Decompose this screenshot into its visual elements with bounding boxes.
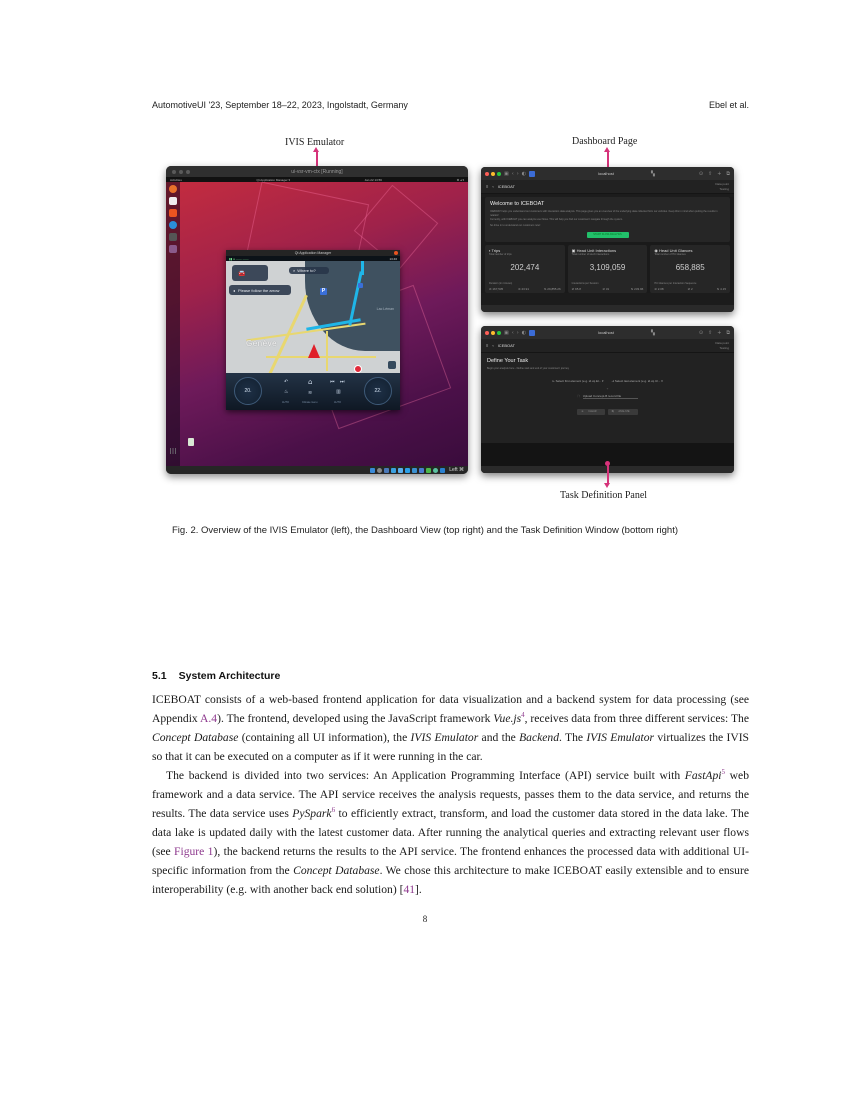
card-title: Trips [491, 248, 501, 253]
where-to-search[interactable] [289, 267, 329, 274]
card-title: Head Unit Glances [658, 248, 693, 253]
activities-button[interactable]: Activities [170, 177, 182, 182]
paragraph-1: ICEBOAT consists of a web-based frontend application for data visualization and a backend system for data processing (see Appendix A.4). The frontend, developed using the JavaScript framework Vue.js$^4$, receives data from three different services: The Concept Database (containing all UI information), the IVIS Emulator and the Backend. The IVIS Emulator virtualizes the IVIS so that it can be executed on a computer as if it were running in the car. [152, 693, 749, 763]
city-label: Genève [246, 339, 278, 348]
start-flag-icon: ⇤ [552, 379, 556, 383]
display-icon[interactable] [412, 468, 417, 473]
card-sub-label: Interactions per Session [571, 282, 599, 285]
recording-icon[interactable] [419, 468, 424, 473]
clear-button[interactable]: ⊗ CLEAR [577, 409, 604, 415]
app-name: ICEBOAT [497, 184, 515, 189]
trash-icon[interactable] [188, 438, 194, 446]
browser-footer [481, 305, 734, 312]
std-icon: ⇅ [716, 287, 721, 291]
firefox-icon[interactable] [169, 185, 177, 193]
chevron-left-icon[interactable]: ‹ [492, 184, 494, 189]
upload-field[interactable] [481, 394, 734, 399]
network-icon[interactable] [391, 468, 396, 473]
where-to-label: Where to? [297, 268, 316, 273]
home-icon[interactable]: ⌂ [308, 378, 313, 386]
instruction-text: Please follow the arrow [238, 287, 280, 293]
median-stat: ⊘ 31 [602, 287, 610, 291]
status-info: ▮▮ ● —— —— [229, 256, 249, 261]
running-head [152, 100, 749, 110]
active-app-icon[interactable] [169, 245, 177, 253]
head-unit-glances-card [650, 245, 730, 293]
menu-icon[interactable]: ≡ [486, 343, 489, 348]
plus-icon[interactable]: + [606, 387, 609, 391]
left-temp-value: 20. [244, 388, 252, 394]
lake-label: Lac Léman [376, 307, 394, 311]
element-selectors [481, 379, 734, 383]
vm-titlebar [166, 166, 468, 177]
arrow-task [607, 464, 609, 484]
hdd-icon[interactable] [370, 468, 375, 473]
ubuntu-desktop [166, 182, 468, 466]
paragraph-2: The backend is divided into two services: An Application Programming Interface (API) service built with FastApi$^5$ web framework and a data service. The API service receives the analysis requests, passes them to the data service, and returns the results. The data service uses PySpark$^6$ to efficiently extract, transform, and load the customer data stored in the data lake. The data lake is updated daily with the latest customer data. After running the analytical queries and extracting relevant user flows (see Figure 1), the backend returns the results to the API service. The frontend enhances the processed data with additional UI-specific information from the Concept Database. We chose this architecture to make ICEBOAT easily extensible and to ensure interoperability (e.g. with another back end solution) [41]. [152, 768, 749, 896]
mouse-integration-icon[interactable] [440, 468, 445, 473]
tab-overview-icon[interactable]: ⧉ [726, 170, 730, 177]
label-task-definition-panel: Task Definition Panel [560, 490, 648, 501]
navigation-map[interactable] [226, 261, 400, 373]
ubuntu-dock [166, 182, 180, 466]
window-controls[interactable] [485, 172, 501, 176]
task-browser-window [481, 326, 734, 473]
search-icon: ⌕ [293, 268, 296, 273]
speaker-icon: ◂ [233, 287, 236, 293]
env-value: Testing [719, 187, 729, 191]
task-subtitle: Begin your analysis here - Define start and end of your customers' journey [487, 367, 570, 370]
trips-icon: ▪ [489, 248, 492, 253]
media-next-icon[interactable]: ⏭ [340, 379, 345, 385]
running-head-venue: AutomotiveUI '23, September 18–22, 2023, Ingolstadt, Germany [152, 100, 408, 110]
mean-stat: ⊘ 2.08 [654, 287, 664, 291]
topbar-app-menu[interactable]: Qt Application Manager ▾ [256, 177, 290, 182]
parking-pin[interactable]: P [321, 288, 326, 294]
mean-icon: ⊘ [489, 287, 493, 291]
mean-icon: ⊘ [654, 287, 658, 291]
new-tab-icon[interactable]: + [717, 329, 722, 336]
mean-stat: ⊘ 95.8 [571, 287, 581, 291]
menu-icon[interactable]: ≡ [486, 184, 489, 189]
upload-label: Upload Concept-B record file [582, 394, 622, 398]
right-auto-label[interactable]: AUTO [334, 401, 341, 404]
vm-statusbar [166, 466, 468, 474]
audio-icon[interactable] [384, 468, 389, 473]
card-sub-label: HU Glances per Interaction Sequence [654, 282, 697, 285]
welcome-title: Welcome to ICEBOAT [490, 201, 545, 207]
card-subtitle: Total number of touch interactions [571, 253, 610, 256]
address-bar[interactable]: localhost [598, 171, 614, 176]
card-value: 3,109,059 [589, 263, 626, 272]
share-icon[interactable]: ⇪ [708, 329, 713, 336]
footnote-5-link[interactable]: 5 [721, 768, 726, 776]
welcome-panel [485, 197, 730, 242]
left-temp-dial[interactable] [234, 377, 262, 405]
navigation-arrow-icon [308, 344, 320, 358]
median-icon: ⊘ [687, 287, 692, 291]
citation-41-link[interactable]: 41 [403, 883, 416, 896]
std-icon: ⇅ [630, 287, 635, 291]
topbar-clock[interactable]: Jan 22 13:56 [364, 177, 382, 182]
std-stat: ⇅ 29,855.26 [543, 287, 561, 291]
median-stat: ⊘ 23.91 [518, 287, 530, 291]
host-key-label: Left ⌘ [449, 467, 464, 473]
downloads-icon[interactable]: ⊙ [698, 170, 704, 177]
card-sub-label: Duration (in minutes) [489, 282, 513, 285]
median-icon: ⊘ [602, 287, 606, 291]
help-icon[interactable] [169, 221, 177, 229]
section-number: 5.1 [152, 670, 167, 682]
close-icon[interactable] [394, 251, 398, 255]
address-bar[interactable]: localhost [598, 330, 614, 335]
figure-caption: Fig. 2. Overview of the IVIS Emulator (left), the Dashboard View (top right) and the Task Definition Window (bottom right) [171, 525, 678, 536]
card-stats [654, 287, 726, 291]
instruction-banner[interactable] [229, 285, 291, 295]
browser-toolbar [481, 167, 734, 180]
footnote-6-link[interactable]: 6 [331, 806, 336, 814]
task-actions [481, 409, 734, 415]
route-marker [358, 283, 363, 288]
tabs-icon[interactable]: ▚ [651, 170, 655, 177]
std-stat: ⇅ 4.15 [716, 287, 726, 291]
mean-stat: ⊘ 167,535 [489, 287, 504, 291]
usb-icon[interactable] [398, 468, 403, 473]
welcome-text-2: Currently, with ICEBOAT you can analyze user flows. This will help you find our customers' navigate through the system. [490, 218, 623, 221]
label-dashboard-page: Dashboard Page [572, 136, 638, 147]
card-title: Head Unit Interactions [576, 248, 617, 253]
analyze-button[interactable]: ⇆ ANALYZE [608, 409, 638, 415]
vehicle-card[interactable] [232, 265, 268, 281]
seat-heat-icon[interactable]: ♨ [284, 389, 289, 395]
sidebar-toggle-icon[interactable]: ▣ [504, 329, 509, 336]
dashboard-body [481, 197, 734, 293]
guest-additions-icon[interactable] [426, 468, 431, 473]
median-icon: ⊘ [518, 287, 522, 291]
chevron-left-icon[interactable]: ‹ [492, 343, 494, 348]
extension-shield-icon[interactable] [529, 330, 535, 336]
system-tray-icons[interactable]: ⚙ ◂ ▾ [456, 177, 464, 182]
car-icon: 🚘 [238, 270, 246, 277]
appendix-link[interactable]: A.4 [200, 712, 218, 725]
status-time: 13:46 [389, 256, 397, 261]
page-number: 8 [422, 914, 428, 924]
vm-window-title: ui-vsr-vm-ctx [Running] [291, 168, 343, 175]
stat-cards [485, 245, 730, 293]
std-icon: ⇅ [543, 287, 548, 291]
cpu-icon[interactable] [433, 468, 438, 473]
mean-icon: ⊘ [571, 287, 576, 291]
end-flag-icon: ⇥ [611, 379, 615, 383]
end-select[interactable]: ⇥ Select last element (e.g. id.vq.Ul... ▾ [611, 379, 663, 383]
shared-folder-icon[interactable] [405, 468, 410, 473]
back-icon[interactable]: ‹ [511, 170, 514, 177]
climate-menu-label[interactable]: Climate menu [302, 401, 318, 404]
figure-1-link[interactable]: Figure 1 [174, 845, 214, 858]
left-auto-label[interactable]: AUTO [282, 401, 289, 404]
iceboat-header [481, 339, 734, 353]
footnote-4-link[interactable]: 4 [521, 711, 525, 719]
trips-card [485, 245, 565, 293]
ivis-app-titlebar [226, 250, 400, 256]
sidebar-toggle-icon[interactable]: ▣ [504, 170, 509, 177]
destination-poi-icon[interactable] [354, 365, 362, 373]
new-tab-icon[interactable]: + [717, 170, 722, 177]
card-value: 658,885 [675, 263, 705, 272]
software-center-icon[interactable] [169, 209, 177, 217]
car-fan-icon[interactable]: ≋ [308, 390, 313, 396]
forward-icon[interactable]: › [516, 329, 519, 336]
ivis-emulator-window [166, 166, 468, 474]
welcome-text-3: So drive in to understand our customers now! [490, 224, 541, 227]
share-icon[interactable]: ⇪ [708, 170, 713, 177]
task-title: Define Your Task [487, 358, 529, 364]
tab-overview-icon[interactable]: ⧉ [726, 329, 730, 336]
section-body [152, 690, 749, 899]
env-label: Data point [715, 182, 729, 186]
media-prev-icon[interactable]: ⏮ [330, 379, 335, 385]
card-stats [572, 287, 644, 291]
privacy-icon[interactable]: ◐ [521, 329, 527, 336]
start-select[interactable]: ⇤ Select first element (e.g. id.vq.El... ▾ [552, 379, 604, 383]
running-head-authors: Ebel et al. [708, 100, 749, 110]
browser-toolbar [481, 326, 734, 339]
card-subtitle: Total number of HU Glances [654, 253, 686, 256]
dashboard-browser-window [481, 167, 734, 312]
median-stat: ⊘ 2 [687, 287, 693, 291]
iceboat-header [481, 180, 734, 194]
downloads-icon[interactable]: ⊙ [698, 329, 704, 336]
environment-switch[interactable] [715, 182, 729, 192]
eye-icon: ◉ [654, 248, 659, 253]
climate-bar [226, 373, 400, 410]
std-stat: ⇅ 233.96 [630, 287, 644, 291]
right-temp-dial[interactable] [364, 377, 392, 405]
map-zoom-button[interactable] [388, 361, 396, 369]
optical-icon[interactable] [377, 468, 382, 473]
back-icon[interactable]: ‹ [511, 329, 514, 336]
file-icon: 🗎 [577, 394, 580, 398]
touch-icon: ▣ [571, 248, 577, 253]
back-icon[interactable]: ↶ [284, 379, 289, 385]
label-ivis-emulator: IVIS Emulator [285, 137, 345, 148]
welcome-text: ICEBOAT helps you understand our customers with interaction data analysis. This page gives you an overview of the underlying data collected from our vehicles. Keep this in mind when putting the results in relation! [490, 210, 718, 217]
start-flow-analysis-button[interactable]: START FLOW ANALYSIS [587, 232, 629, 238]
privacy-icon[interactable]: ◐ [521, 170, 527, 177]
ivis-app-window [226, 250, 400, 410]
card-value: 202,474 [510, 263, 540, 272]
env-label: Data point [715, 341, 729, 345]
tabs-icon[interactable]: ▚ [651, 329, 655, 336]
task-definition-panel [481, 353, 734, 443]
app-name: ICEBOAT [497, 343, 515, 348]
card-subtitle: Total number of trips [489, 253, 512, 256]
environment-switch[interactable] [715, 341, 729, 351]
extension-shield-icon[interactable] [529, 171, 535, 177]
head-unit-interactions-card [568, 245, 648, 293]
forward-icon[interactable]: › [516, 170, 519, 177]
rear-defrost-icon[interactable]: ▥ [336, 389, 341, 395]
section-heading [152, 670, 280, 682]
card-stats [489, 287, 561, 291]
files-icon[interactable] [169, 197, 177, 205]
ivis-app-title: Qt Application Manager [294, 251, 332, 255]
env-value: Testing [719, 346, 729, 350]
terminal-icon[interactable] [169, 233, 177, 241]
right-temp-value: 22. [374, 388, 382, 394]
window-controls[interactable] [485, 331, 501, 335]
section-title: System Architecture [178, 670, 281, 682]
